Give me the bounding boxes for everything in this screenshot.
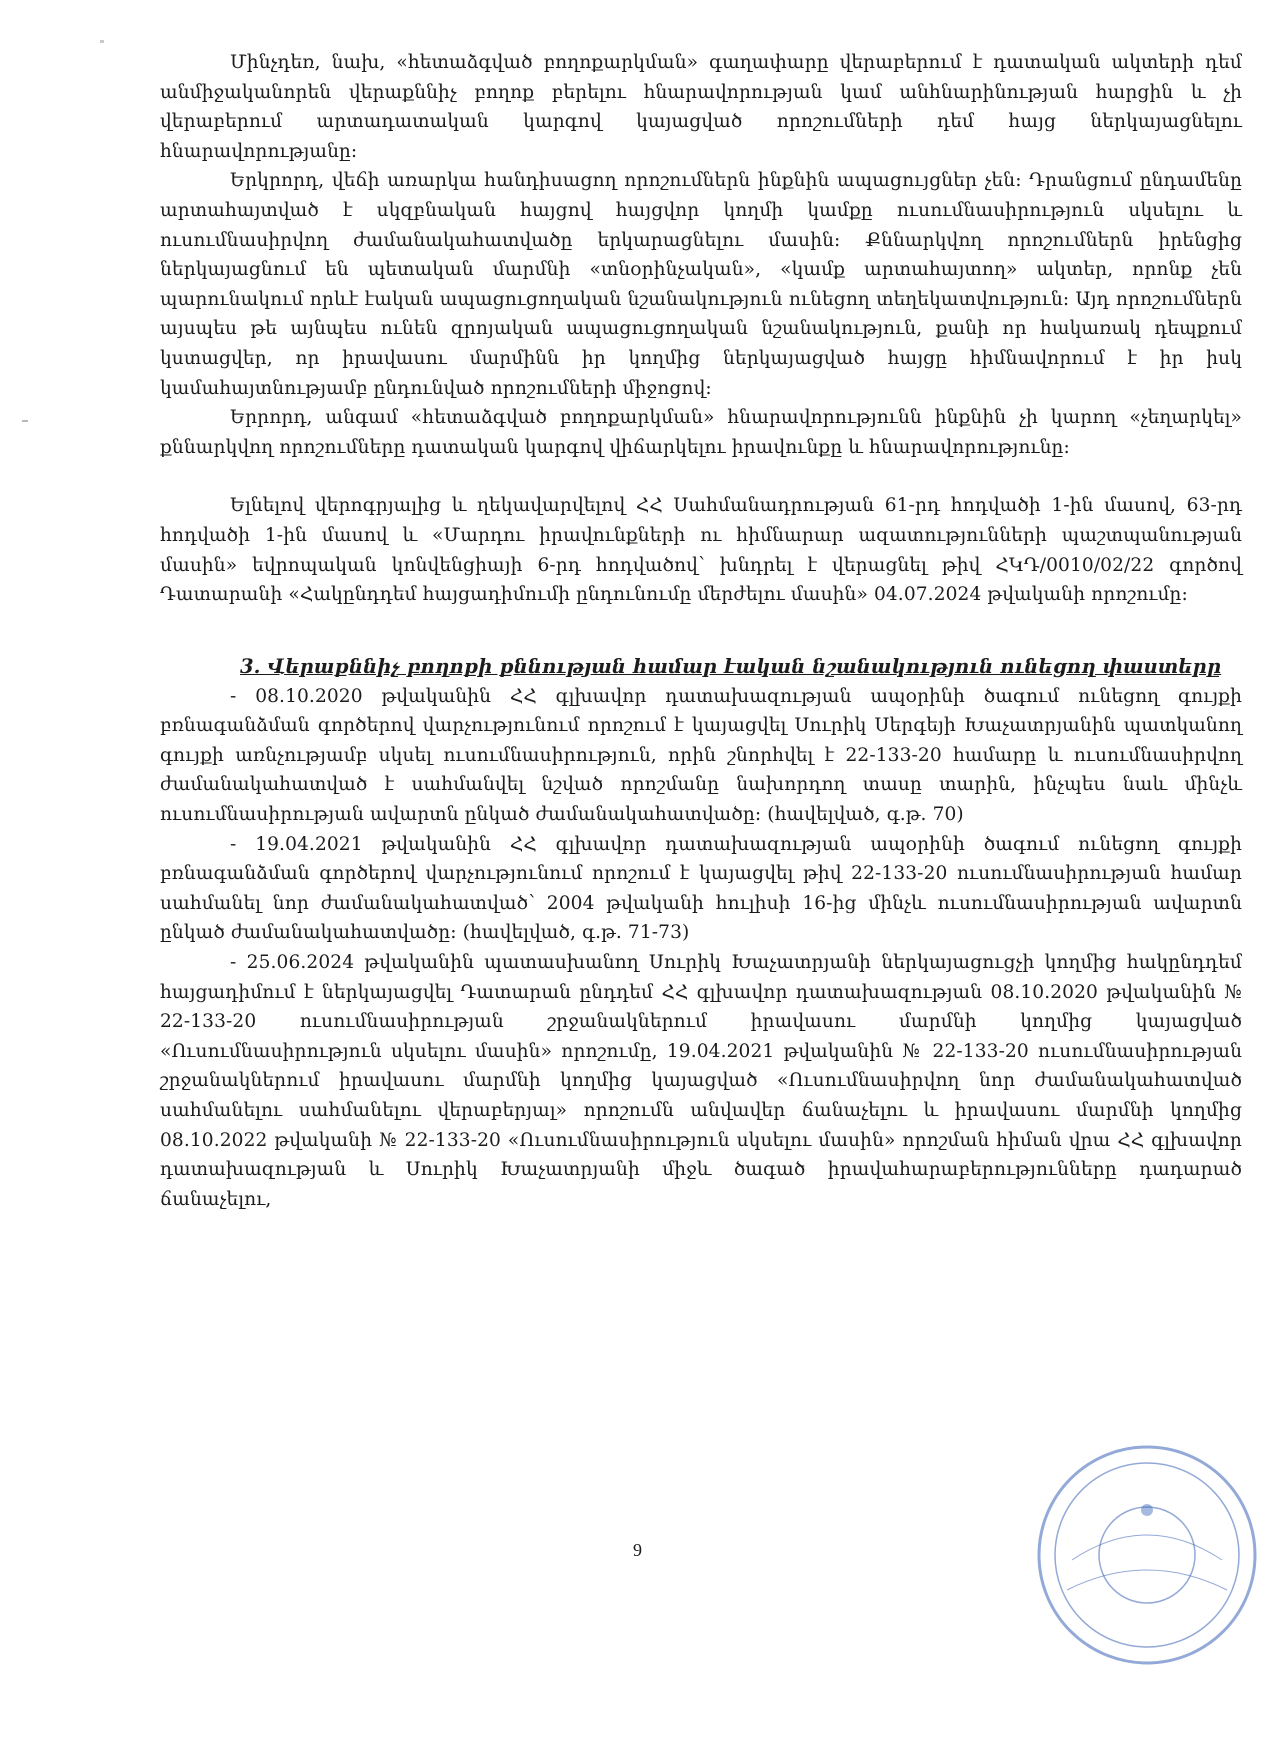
stamp-outer-ring	[1039, 1447, 1255, 1663]
stamp-center-ring	[1099, 1507, 1195, 1603]
official-stamp	[1032, 1440, 1262, 1670]
document-body	[160, 48, 1242, 1214]
resolution-paragraph: Ելնելով վերոգրյալից և ղեկավարվելով ՀՀ Սահմանադրության 61-րդ հոդվածի 1-ին մասով, 63-րդ հոդվածի 1-ին մասով և «Մարդու իրավունքների ու հիմնարար ազատությունների պաշտպանության մասին» եվրոպական կոնվենցիայի 6-րդ հոդվածով՝ խնդրել է վերացնել թիվ ՀԿԴ/0010/02/22 գործով Դատարանի «Հակընդդեմ հայցադիմումի ընդունումը մերժելու մասին» 04.07.2024 թվականի որոշումը:	[160, 495, 1242, 606]
fact-item: - 19.04.2021 թվականին ՀՀ գլխավոր դատախազության ապօրինի ծագում ունեցող գույքի բռնագանձման գործերով վարչությունում որոշում է կայացվել թիվ 22-133-20 ուսումնասիրության համար սահմանել նոր ժամանակահատված՝ 2004 թվականի հուլիսի 16-ից մինչև ուսումնասիրության ավարտն ընկած ժամանակահատվածը: (հավելված, գ.թ. 71-73)	[160, 833, 1242, 944]
stamp-emblem	[1141, 1504, 1153, 1516]
fact-item: - 25.06.2024 թվականին պատասխանող Սուրիկ Խաչատրյանի ներկայացուցչի կողմից հակընդդեմ հայցադիմում է ներկայացվել Դատարան ընդդեմ ՀՀ գլխավոր դատախազության 08.10.2020 թվականին № 22-133-20 ուսումնասիրության շրջանակներում իրավասու մարմնի կողմից կայացված «Ուսումնասիրություն սկսելու մասին» որոշումը, 19.04.2021 թվականին № 22-133-20 ուսումնասիրության շրջանակներում իրավասու մարմնի կողմից կայացված «Ուսումնասիրվող նոր ժամանակահատված սահմանելու սահմանելու վերաբերյալ» որոշումն անվավեր ճանաչելու և իրավասու մարմնի կողմից 08.10.2022 թվականի № 22-133-20 «Ուսումնասիրություն սկսելու մասին» որոշման հիման վրա ՀՀ գլխավոր դատախազության և Սուրիկ Խաչատրյանի միջև ծագած իրավահարաբերությունները դադարած ճանաչելու,	[160, 952, 1242, 1210]
paragraph: Երկրորդ, վեճի առարկա հանդիսացող որոշումներն ինքնին ապացույցներ չեն: Դրանցում ընդամենը արտահայտված է սկզբնական հայցով հայցվոր կողմի կամքը ուսումնասիրություն սկսելու և ուսումնասիրվող ժամանակահատվածը երկարացնելու մասին: Քննարկվող որոշումներն իրենցից ներկայացնում են պետական մարմնի «տնօրինչական», «կամք արտահայտող» ակտեր, որոնք չեն պարունակում որևէ էական ապացուցողական նշանակություն ունեցող տեղեկատվություն: Այդ որոշումներն այսպես թե այնպես ունեն զրոյական ապացուցողական նշանակություն, քանի որ հակառակ դեպքում կստացվեր, որ իրավասու մարմինն իր կողմից ներկայացված հայցը հիմնավորում է իր իսկ կամահայտնությամբ ընդունված որոշումների միջոցով:	[160, 170, 1242, 399]
paragraph: Երրորդ, անգամ «հետաձգված բողոքարկման» հնարավորությունն ինքնին չի կարող «չեղարկել» քննարկվող որոշումները դատական կարգով վիճարկելու իրավունքը և հնարավորությունը:	[160, 407, 1242, 458]
stamp-line	[1072, 1535, 1222, 1560]
stamp-line	[1067, 1570, 1227, 1590]
fact-item: - 08.10.2020 թվականին ՀՀ գլխավոր դատախազության ապօրինի ծագում ունեցող գույքի բռնագանձման գործերով վարչությունում որոշում է կայացվել Սուրիկ Սերգեյի Խաչատրյանին պատկանող գույքի առնչությամբ սկսել ուսումնասիրություն, որին շնորհվել է 22-133-20 համարը և ուսումնասիրվող ժամանակահատված է սահմանվել նշված որոշմանը նախորդող տասը տարին, ինչպես նաև մինչև ուսումնասիրության ավարտն ընկած ժամանակահատվածը: (հավելված, գ.թ. 70)	[160, 685, 1242, 826]
paragraph: Մինչդեռ, նախ, «հետաձգված բողոքարկման» գաղափարը վերաբերում է դատական ակտերի դեմ անմիջականորեն վերաքննիչ բողոք բերելու հնարավորության կամ անհնարինության հարցին և չի վերաբերում արտադատական կարգով կայացված որոշումների դեմ հայց ներկայացնելու հնարավորությանը:	[160, 52, 1242, 162]
scan-artifact	[22, 420, 28, 422]
section-heading: 3. Վերաքննիչ բողոքի քննության համար էական նշանակություն ունեցող փաստերը	[240, 654, 1222, 678]
page-number: 9	[633, 1540, 642, 1560]
stamp-inner-ring	[1055, 1463, 1239, 1647]
scan-artifact	[100, 40, 104, 43]
